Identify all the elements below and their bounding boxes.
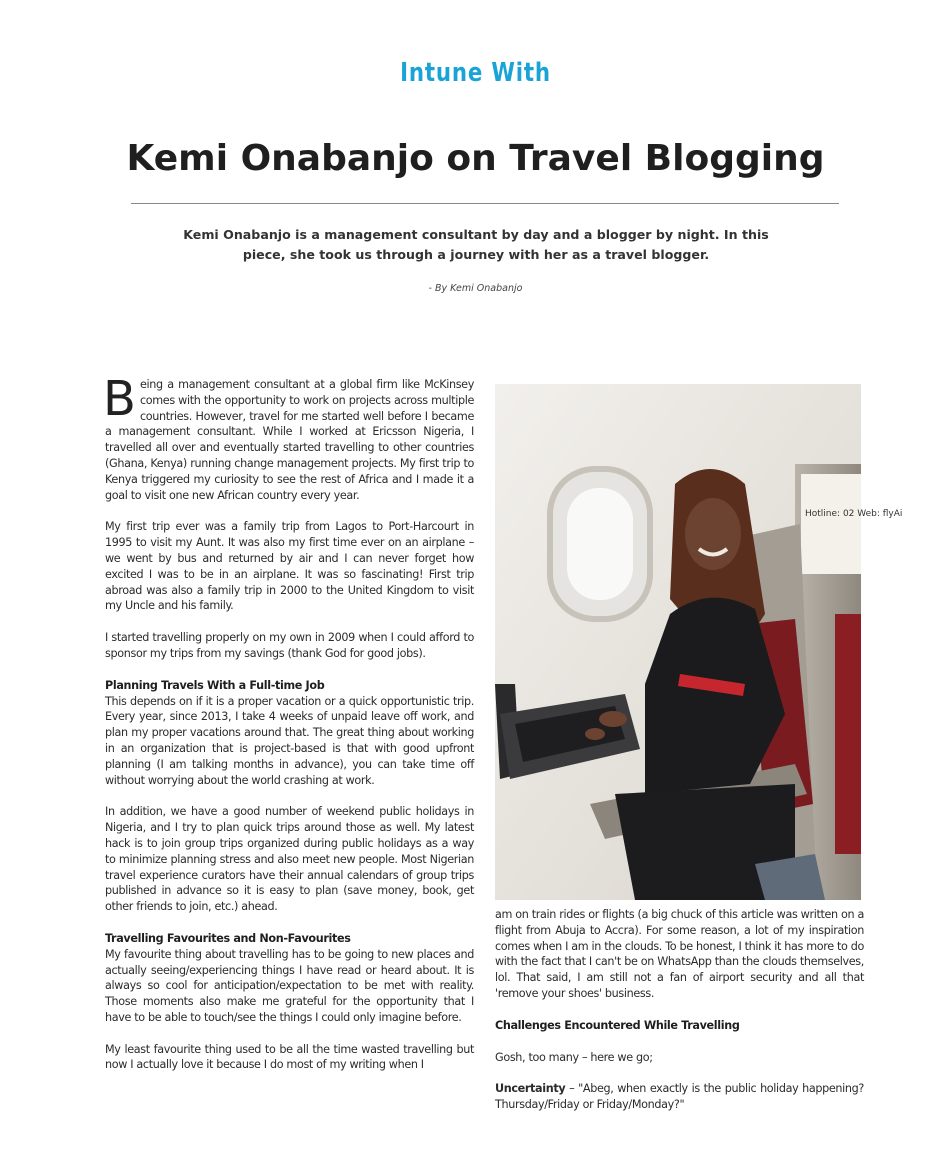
right-column xyxy=(495,907,864,1129)
subheading: Travelling Favourites and Non-Favourites xyxy=(105,931,351,945)
body-paragraph: Gosh, too many – here we go; xyxy=(495,1050,653,1064)
body-paragraph: I started travelling properly on my own in 2009 when I could afford to sponsor my trips from my savings (thank God for good jobs). xyxy=(105,631,474,660)
body-paragraph: Uncertainty – "Abeg, when exactly is the public holiday happening? Thursday/Friday or Friday/Monday?" xyxy=(495,1082,864,1112)
body-paragraph: My least favourite thing used to be all the time wasted travelling but now I actually love it because I do most of my writing when I xyxy=(105,1042,474,1072)
body-paragraph: This depends on if it is a proper vacation or a quick opportunistic trip. Every year, since 2013, I take 4 weeks of unpaid leave off work, and plan my proper vacations around that. The great thing about working in an organization that is project-based is that with good upfront planning (I am talking months in advance), you can take time off without worrying about the world crashing at work. xyxy=(105,694,474,787)
byline: - By Kemi Onabanjo xyxy=(428,283,523,294)
subheading: Challenges Encountered While Travelling xyxy=(495,1018,740,1032)
article-title: Kemi Onabanjo on Travel Blogging xyxy=(126,138,825,179)
subheading: Planning Travels With a Full-time Job xyxy=(105,678,325,692)
body-paragraph: My first trip ever was a family trip from Lagos to Port-Harcourt in 1995 to visit my Aunt. It was also my first time ever on an airplane – we went by bus and returned by air and I can never forget how excited I was to be in an airplane. It was so fascinating! First trip abroad was also a family trip in 2000 to the United Kingdom to visit my Uncle and his family. xyxy=(105,520,474,613)
body-paragraph: In addition, we have a good number of weekend public holidays in Nigeria, and I try to plan quick trips around those as well. My latest hack is to join group trips organized during public holidays as a way to minimize planning stress and also meet new people. Most Nigerian travel experience curators have their annual calendars of group trips published in advance so it is easy to plan (save money, book, get other friends to join, etc.) ahead. xyxy=(105,805,474,914)
intro-paragraph: Being a management consultant at a global firm like McKinsey comes with the opportunity to work on projects across multiple countries. However, travel for me started well before I became a management consultant. While I worked at Ericsson Nigeria, I travelled all over and eventually started travelling to other countries (Ghana, Kenya) running change management projects. My first trip to Kenya triggered my curiosity to see the rest of Africa and I made it a goal to visit one new African country every year. xyxy=(103,371,474,502)
body-paragraph: My favourite thing about travelling has to be going to new places and actually seeing/experiencing things I have read or heard about. It is always so cool for anticipation/expectation to be met with reality. Those moments also make me grateful for the opportunity that I have to be able to touch/see the things I could only imagine before. xyxy=(105,947,474,1024)
standfirst: Kemi Onabanjo is a management consultant by day and a blogger by night. In this piece, she took us through a journey with her as a travel blogger. xyxy=(183,227,769,262)
photo-airplane-passenger xyxy=(495,384,903,900)
section-label: Intune With xyxy=(400,58,551,88)
left-column xyxy=(103,371,474,1089)
drop-cap: B xyxy=(103,371,136,427)
body-paragraph: am on train rides or flights (a big chuck of this article was written on a flight from Abuja to Accra). For some reason, a lot of my inspiration comes when I am in the clouds. To be honest, I think it has more to do with the fact that I can't be on WhatsApp than the clouds themselves, lol. That said, I am still not a fan of airport security and all that 'remove your shoes' business. xyxy=(495,908,864,1000)
title-divider xyxy=(131,203,839,204)
article-photo xyxy=(495,384,903,900)
uncertainty-label: Uncertainty xyxy=(495,1082,566,1096)
seat-sign-text: Hotline: 02 Web: flyAi xyxy=(805,509,903,519)
